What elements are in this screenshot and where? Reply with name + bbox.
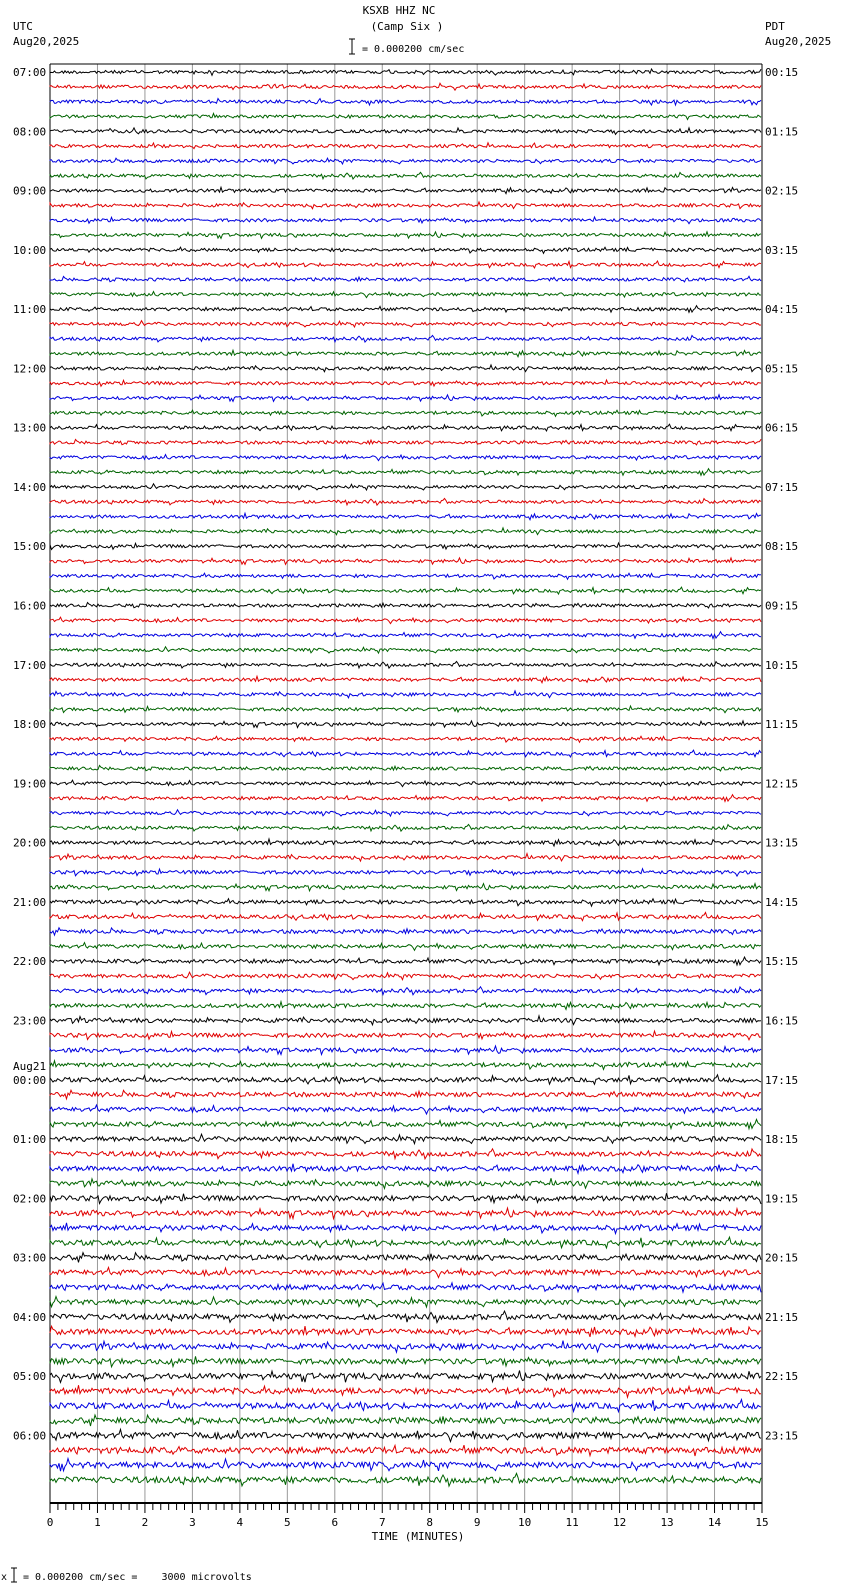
seismic-trace — [50, 750, 761, 757]
pdt-hour-label: 17:15 — [765, 1073, 799, 1087]
seismic-trace — [50, 603, 761, 609]
seismic-trace — [50, 380, 761, 387]
utc-labels — [13, 66, 46, 1442]
pdt-hour-label: 07:15 — [765, 480, 799, 494]
utc-hour-label: 18:00 — [13, 718, 47, 732]
seismic-trace — [50, 1385, 761, 1397]
scale-bar-icon — [349, 39, 355, 54]
pdt-hour-label: 18:15 — [765, 1133, 799, 1147]
seismic-trace — [50, 1400, 761, 1412]
seismic-trace — [50, 1415, 761, 1426]
utc-hour-label: 01:00 — [13, 1133, 47, 1147]
pdt-hour-label: 16:15 — [765, 1014, 799, 1028]
seismic-trace — [50, 1283, 761, 1292]
traces — [50, 69, 761, 1486]
x-tick-label: 13 — [660, 1516, 674, 1529]
seismic-trace — [50, 1119, 761, 1128]
utc-hour-label: 04:00 — [13, 1310, 47, 1324]
seismic-trace — [50, 573, 761, 579]
seismic-trace — [50, 276, 761, 282]
utc-hour-label: 12:00 — [13, 362, 47, 376]
station-title: KSXB HHZ NC — [362, 4, 436, 17]
seismic-trace — [50, 1193, 761, 1204]
utc-hour-label: 11:00 — [13, 303, 47, 317]
seismic-trace — [50, 455, 761, 461]
seismic-trace — [50, 232, 761, 239]
footer-scale-note: = 0.000200 cm/sec = 3000 microvolts — [23, 1572, 252, 1583]
pdt-hour-label: 23:15 — [765, 1429, 799, 1443]
seismic-trace — [50, 99, 761, 106]
seismic-trace — [50, 1297, 761, 1308]
utc-hour-label: 02:00 — [13, 1192, 47, 1206]
seismic-trace — [50, 128, 761, 134]
seismic-trace — [50, 1002, 761, 1010]
seismic-trace — [50, 247, 761, 253]
seismic-trace — [50, 1046, 761, 1055]
x-tick-label: 2 — [141, 1516, 149, 1529]
utc-hour-label: 09:00 — [13, 184, 47, 198]
seismic-trace — [50, 528, 761, 535]
utc-hour-label: 22:00 — [13, 955, 47, 969]
pdt-hour-label: 08:15 — [765, 540, 799, 554]
left-date: Aug20,2025 — [13, 35, 80, 48]
x-tick-label: 1 — [94, 1516, 101, 1529]
seismic-trace — [50, 957, 761, 965]
seismic-trace — [50, 1253, 761, 1263]
seismic-trace — [50, 1164, 761, 1174]
x-tick-label: 10 — [518, 1516, 532, 1529]
pdt-hour-label: 02:15 — [765, 184, 799, 198]
seismic-trace — [50, 365, 761, 372]
pdt-hour-label: 06:15 — [765, 421, 799, 435]
seismic-trace — [50, 647, 761, 653]
seismic-trace — [50, 810, 761, 816]
seismic-trace — [50, 439, 761, 445]
right-timezone: PDT — [765, 20, 785, 33]
seismic-trace — [50, 424, 761, 431]
seismic-trace — [50, 780, 761, 786]
pdt-hour-label: 09:15 — [765, 599, 799, 613]
seismic-trace — [50, 1445, 761, 1456]
seismic-trace — [50, 661, 761, 668]
seismic-trace — [50, 292, 761, 298]
seismic-trace — [50, 1105, 761, 1114]
utc-hour-label: 10:00 — [13, 243, 47, 257]
utc-hour-label: 20:00 — [13, 836, 47, 850]
seismic-trace — [50, 943, 761, 951]
seismic-trace — [50, 587, 761, 594]
seismic-trace — [50, 1237, 761, 1248]
seismic-trace — [50, 1134, 761, 1143]
seismic-trace — [50, 143, 761, 149]
seismic-trace — [50, 1356, 761, 1367]
seismic-trace — [50, 335, 761, 342]
seismic-trace — [50, 395, 761, 402]
seismic-trace — [50, 721, 761, 728]
seismic-trace — [50, 217, 761, 224]
pdt-hour-label: 12:15 — [765, 777, 799, 791]
utc-hour-label: 00:00 — [13, 1073, 47, 1087]
seismic-trace — [50, 484, 761, 490]
seismic-trace — [50, 350, 761, 356]
utc-hour-label: 08:00 — [13, 125, 47, 139]
seismic-trace — [50, 632, 761, 639]
seismic-trace — [50, 972, 761, 980]
seismic-trace — [50, 766, 761, 772]
x-tick-label: 15 — [755, 1516, 769, 1529]
seismic-trace — [50, 1371, 761, 1383]
left-timezone: UTC — [13, 20, 33, 33]
pdt-hour-label: 10:15 — [765, 658, 799, 672]
seismic-trace — [50, 1178, 761, 1188]
x-tick-label: 4 — [236, 1516, 244, 1529]
scale-label: = 0.000200 cm/sec — [362, 44, 465, 55]
seismic-trace — [50, 498, 761, 505]
seismic-trace — [50, 1016, 761, 1025]
seismic-trace — [50, 261, 761, 268]
seismic-trace — [50, 1267, 761, 1277]
seismic-trace — [50, 839, 761, 846]
utc-hour-label: 14:00 — [13, 480, 47, 494]
utc-hour-label: 21:00 — [13, 895, 47, 909]
seismic-trace — [50, 469, 761, 476]
pdt-hour-label: 13:15 — [765, 836, 799, 850]
seismic-trace — [50, 617, 761, 623]
pdt-hour-label: 03:15 — [765, 243, 799, 257]
seismic-trace — [50, 558, 761, 565]
seismic-trace — [50, 899, 761, 906]
footer-scale-bar-icon — [11, 1568, 17, 1582]
seismic-trace — [50, 706, 761, 713]
seismic-trace — [50, 884, 761, 891]
utc-hour-label: 05:00 — [13, 1370, 47, 1384]
x-tick-label: 0 — [46, 1516, 54, 1529]
seismic-trace — [50, 1326, 761, 1337]
seismic-trace — [50, 113, 761, 119]
seismic-trace — [50, 83, 761, 90]
seismic-trace — [50, 913, 761, 921]
pdt-hour-label: 05:15 — [765, 362, 799, 376]
utc-hour-label: 13:00 — [13, 421, 47, 435]
pdt-labels — [765, 66, 798, 1442]
seismic-trace — [50, 1341, 761, 1353]
x-axis — [47, 1503, 769, 1529]
utc-hour-label: 07:00 — [13, 66, 47, 79]
seismic-trace — [50, 410, 761, 416]
seismic-trace — [50, 1429, 761, 1441]
seismic-trace — [50, 869, 761, 876]
pdt-hour-label: 15:15 — [765, 955, 799, 969]
seismic-trace — [50, 691, 761, 698]
pdt-hour-label: 22:15 — [765, 1370, 799, 1384]
seismic-trace — [50, 1090, 761, 1099]
seismic-trace — [50, 202, 761, 209]
utc-hour-label: 03:00 — [13, 1251, 47, 1265]
x-tick-label: 8 — [426, 1516, 434, 1529]
right-date: Aug20,2025 — [765, 35, 832, 48]
site-name: (Camp Six ) — [370, 20, 444, 33]
x-tick-label: 14 — [707, 1516, 722, 1529]
seismic-trace — [50, 736, 761, 742]
seismic-trace — [50, 676, 761, 682]
x-tick-label: 7 — [378, 1516, 386, 1529]
seismic-trace — [50, 1311, 761, 1322]
pdt-hour-label: 21:15 — [765, 1310, 799, 1324]
pdt-hour-label: 04:15 — [765, 303, 799, 317]
x-tick-label: 6 — [331, 1516, 339, 1529]
utc-hour-label: 19:00 — [13, 777, 47, 791]
seismic-trace — [50, 187, 761, 193]
seismic-trace — [50, 321, 761, 327]
utc-hour-label: 06:00 — [13, 1429, 47, 1443]
x-axis-title: TIME (MINUTES) — [371, 1530, 465, 1543]
pdt-hour-label: 19:15 — [765, 1192, 799, 1206]
pdt-hour-label: 00:15 — [765, 66, 799, 79]
pdt-hour-label: 01:15 — [765, 125, 799, 139]
seismic-trace — [50, 1149, 761, 1159]
x-tick-label: 5 — [284, 1516, 291, 1529]
seismic-trace — [50, 854, 761, 862]
seismic-trace — [50, 1473, 761, 1486]
utc-hour-label: 16:00 — [13, 599, 47, 613]
date-change-label: Aug21 — [13, 1059, 47, 1073]
seismic-trace — [50, 824, 761, 831]
seismic-trace — [50, 795, 761, 802]
seismic-trace — [50, 928, 761, 935]
pdt-hour-label: 11:15 — [765, 718, 799, 732]
seismic-trace — [50, 69, 761, 75]
seismic-trace — [50, 1075, 761, 1085]
seismic-trace — [50, 306, 761, 313]
seismic-trace — [50, 1061, 761, 1070]
seismic-trace — [50, 1459, 761, 1472]
seismic-trace — [50, 513, 761, 519]
pdt-hour-label: 20:15 — [765, 1251, 799, 1265]
utc-hour-label: 17:00 — [13, 658, 47, 672]
seismic-trace — [50, 158, 761, 164]
x-tick-label: 3 — [189, 1516, 196, 1529]
x-tick-label: 9 — [473, 1516, 481, 1529]
x-tick-label: 11 — [565, 1516, 579, 1529]
seismic-trace — [50, 1223, 761, 1234]
seismic-trace — [50, 1031, 761, 1040]
seismic-trace — [50, 1208, 761, 1219]
pdt-hour-label: 14:15 — [765, 895, 799, 909]
seismic-trace — [50, 543, 761, 550]
seismic-trace — [50, 987, 761, 995]
utc-hour-label: 23:00 — [13, 1014, 47, 1028]
footer-marker: x — [1, 1572, 8, 1583]
utc-hour-label: 15:00 — [13, 540, 47, 554]
x-tick-label: 12 — [612, 1516, 627, 1529]
seismic-trace — [50, 172, 761, 179]
